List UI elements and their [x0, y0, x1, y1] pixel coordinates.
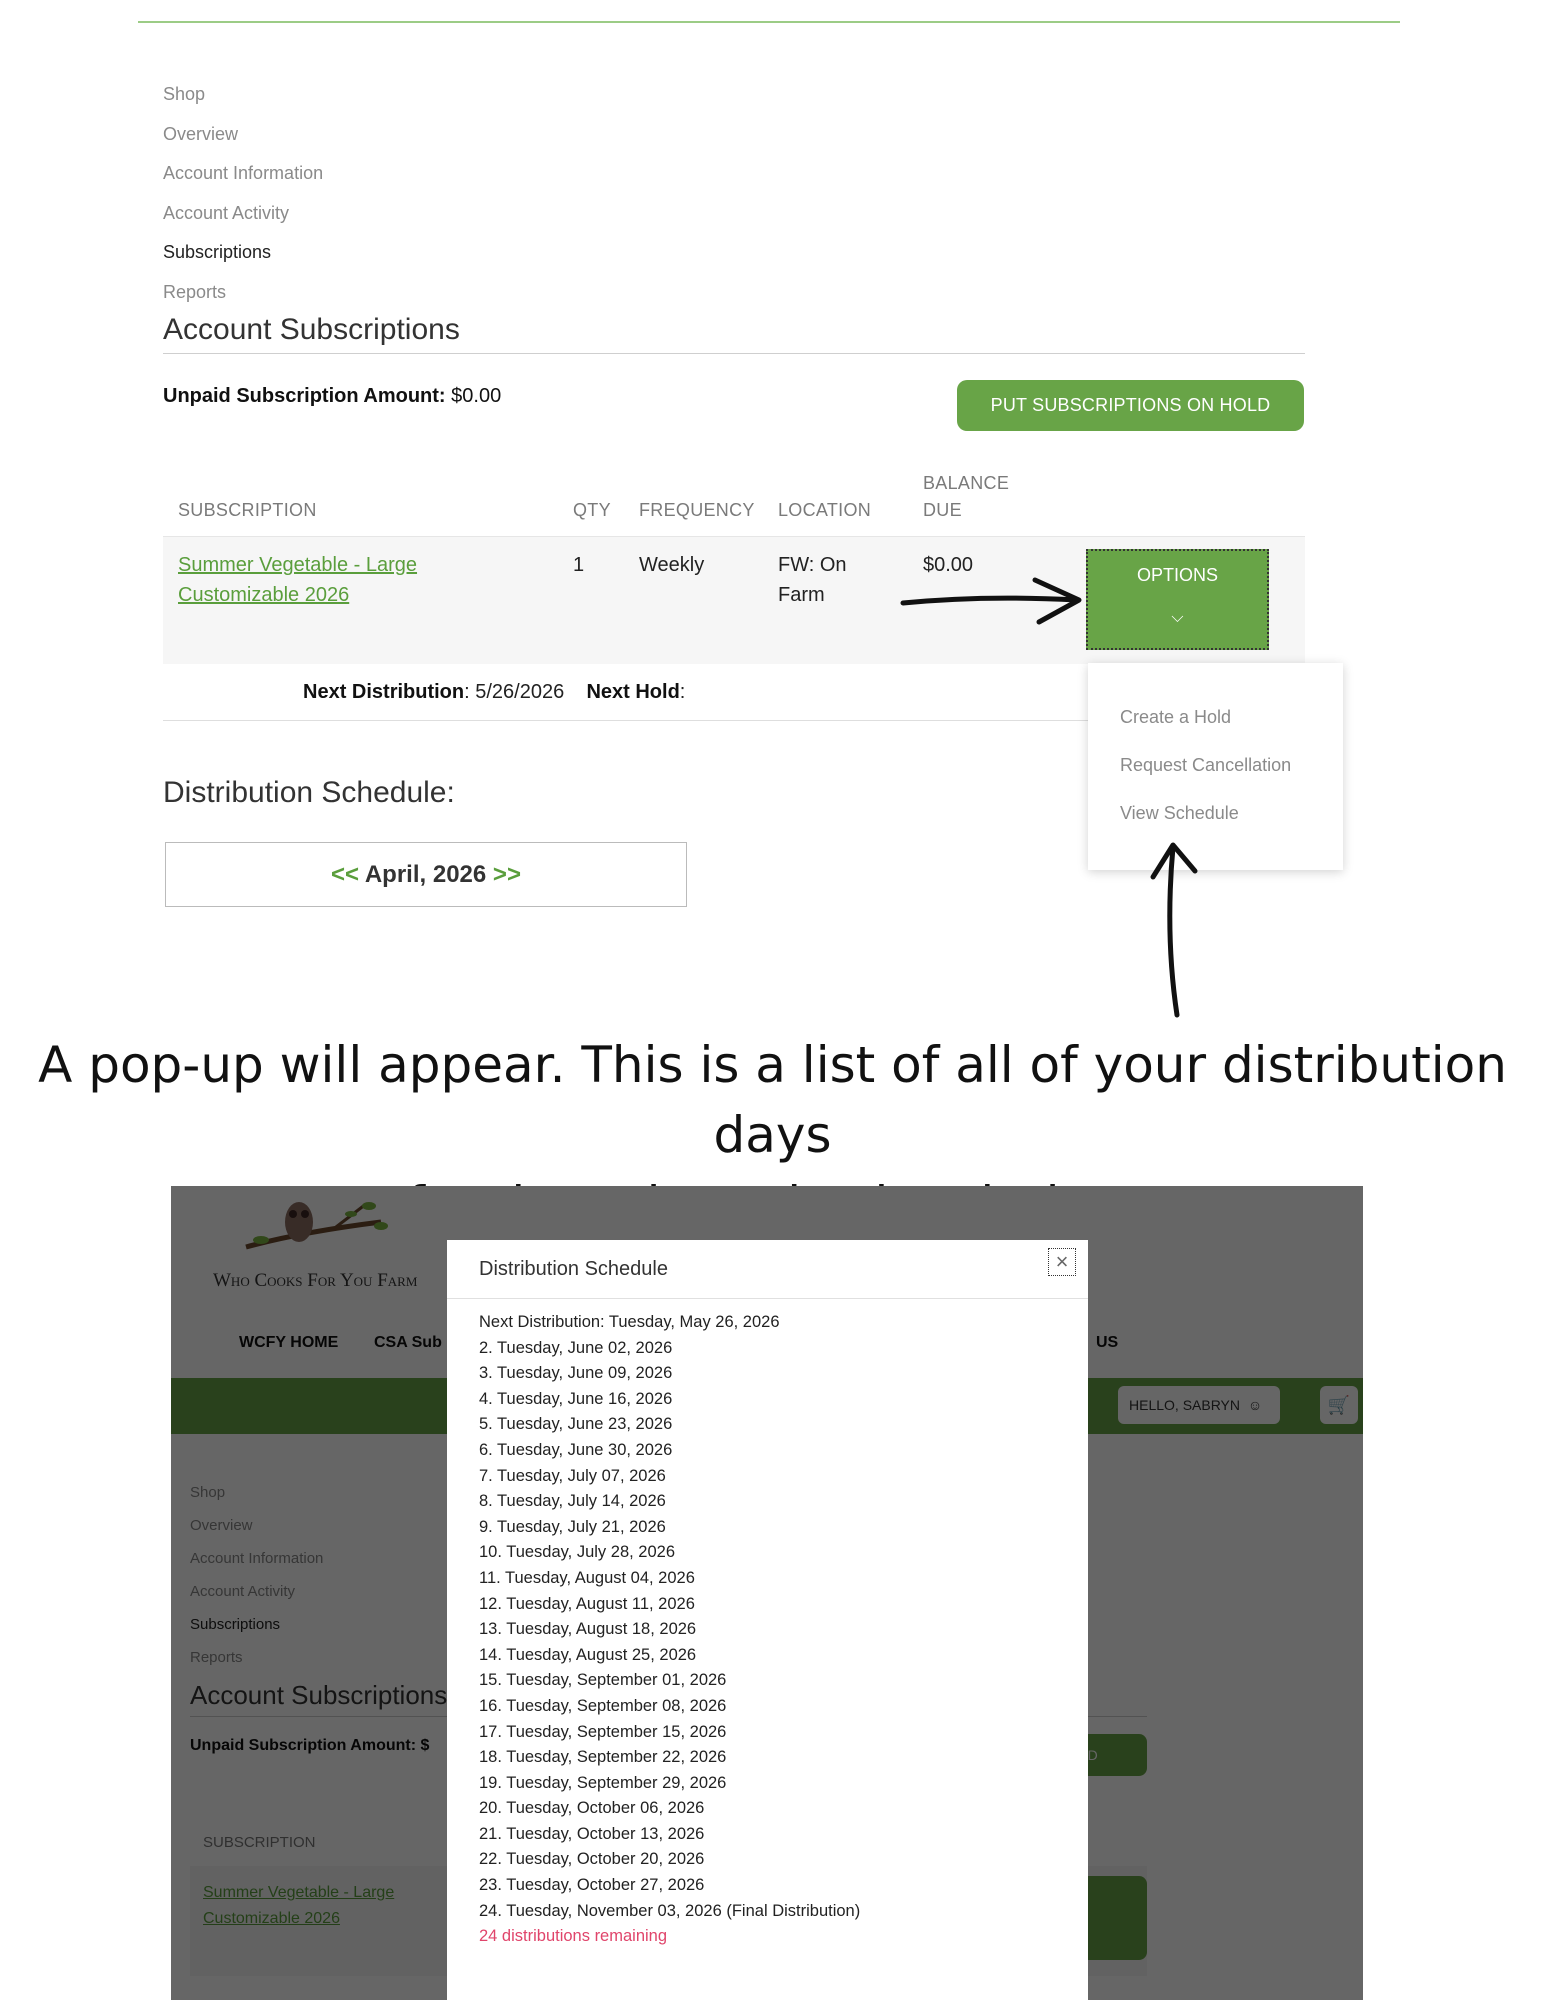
distribution-schedule-modal [447, 1240, 1088, 2000]
schedule-item: 12. Tuesday, August 11, 2026 [479, 1594, 695, 1613]
modal-title: Distribution Schedule [479, 1258, 668, 1280]
schedule-item: 8. Tuesday, July 14, 2026 [479, 1492, 666, 1511]
schedule-item: 20. Tuesday, October 06, 2026 [479, 1799, 705, 1818]
title-divider [163, 353, 1305, 354]
location-cell [778, 550, 847, 610]
schedule-item: 19. Tuesday, September 29, 2026 [479, 1773, 727, 1792]
nav-account-information[interactable]: Account Information [163, 163, 324, 183]
schedule-item: 11. Tuesday, August 04, 2026 [479, 1568, 695, 1587]
schedule-item: 23. Tuesday, October 27, 2026 [479, 1876, 705, 1895]
schedule-item: 7. Tuesday, July 07, 2026 [479, 1466, 666, 1485]
header-balance: BALANCE [923, 473, 1010, 493]
distributions-remaining: 24 distributions remaining [479, 1927, 668, 1946]
current-month: April, 2026 [364, 861, 487, 888]
unpaid-label: Unpaid Subscription Amount: [163, 385, 446, 407]
schedule-list [479, 1310, 860, 1950]
nav-reports[interactable]: Reports [163, 282, 227, 302]
menu-view-schedule[interactable]: View Schedule [1120, 803, 1239, 823]
schedule-item: 17. Tuesday, September 15, 2026 [479, 1722, 727, 1741]
options-button[interactable] [1086, 549, 1269, 650]
balance-cell: $0.00 [923, 554, 974, 576]
schedule-item: 3. Tuesday, June 09, 2026 [479, 1364, 673, 1383]
header-qty: QTY [573, 500, 611, 520]
header-frequency: FREQUENCY [639, 500, 755, 520]
chevron-down-icon: ⌵ [1171, 609, 1184, 626]
nav-shop[interactable]: Shop [163, 84, 206, 104]
put-subscriptions-on-hold-button[interactable]: PUT SUBSCRIPTIONS ON HOLD [957, 380, 1304, 431]
schedule-item: 24. Tuesday, November 03, 2026 (Final Distribution) [479, 1901, 861, 1920]
schedule-item: 22. Tuesday, October 20, 2026 [479, 1850, 705, 1869]
nav-account-activity[interactable]: Account Activity [163, 203, 290, 223]
arrow-up-annotation [1145, 835, 1205, 1020]
schedule-item: 6. Tuesday, June 30, 2026 [479, 1440, 673, 1459]
next-hold-value: : [679, 681, 686, 703]
caption-line1: A pop-up will appear. This is a list of all of your distribution days [38, 1036, 1507, 1164]
subscription-name-line1[interactable]: Summer Vegetable - Large [178, 554, 418, 576]
subscription-name-line2[interactable]: Customizable 2026 [178, 584, 350, 606]
schedule-item: 13. Tuesday, August 18, 2026 [479, 1620, 697, 1639]
schedule-item: 15. Tuesday, September 01, 2026 [479, 1671, 727, 1690]
month-navigator [165, 842, 687, 907]
header-due: DUE [923, 500, 962, 520]
frequency-cell: Weekly [639, 554, 705, 576]
header-subscription: SUBSCRIPTION [178, 500, 317, 520]
nav-overview[interactable]: Overview [163, 124, 239, 144]
schedule-item: 2. Tuesday, June 02, 2026 [479, 1338, 673, 1357]
schedule-item: 10. Tuesday, July 28, 2026 [479, 1543, 675, 1562]
header-location: LOCATION [778, 500, 872, 520]
location-line2: Farm [778, 584, 825, 606]
schedule-item: 14. Tuesday, August 25, 2026 [479, 1645, 697, 1664]
schedule-item: 9. Tuesday, July 21, 2026 [479, 1517, 666, 1536]
schedule-item: 21. Tuesday, October 13, 2026 [479, 1824, 705, 1843]
unpaid-value: $0.00 [451, 385, 502, 407]
modal-divider [447, 1298, 1088, 1299]
next-distribution-label: Next Distribution [303, 681, 465, 703]
options-label: OPTIONS [1136, 565, 1218, 585]
nav-subscriptions[interactable]: Subscriptions [163, 242, 272, 262]
next-distribution-value: : 5/26/2026 [464, 681, 565, 703]
subscription-link[interactable] [178, 550, 417, 610]
next-month-button[interactable]: >> [492, 861, 521, 888]
close-icon[interactable]: × [1048, 1248, 1076, 1276]
schedule-item: 4. Tuesday, June 16, 2026 [479, 1389, 673, 1408]
arrow-right-annotation [895, 575, 1095, 635]
page-title: Account Subscriptions [163, 313, 460, 346]
distribution-schedule-heading: Distribution Schedule: [163, 776, 455, 809]
schedule-item: 16. Tuesday, September 08, 2026 [479, 1696, 727, 1715]
prev-month-button[interactable]: << [331, 861, 360, 888]
location-line1: FW: On [778, 554, 847, 576]
next-distribution [303, 681, 685, 704]
menu-request-cancellation[interactable]: Request Cancellation [1120, 755, 1292, 775]
menu-create-hold[interactable]: Create a Hold [1120, 707, 1232, 727]
schedule-item: Next Distribution: Tuesday, May 26, 2026 [479, 1313, 780, 1331]
qty-cell: 1 [573, 554, 585, 576]
schedule-item: 5. Tuesday, June 23, 2026 [479, 1415, 673, 1434]
next-hold-label: Next Hold [586, 681, 680, 703]
top-divider [138, 21, 1400, 23]
unpaid-amount [163, 385, 501, 408]
options-menu [1088, 663, 1343, 870]
schedule-item: 18. Tuesday, September 22, 2026 [479, 1748, 727, 1767]
